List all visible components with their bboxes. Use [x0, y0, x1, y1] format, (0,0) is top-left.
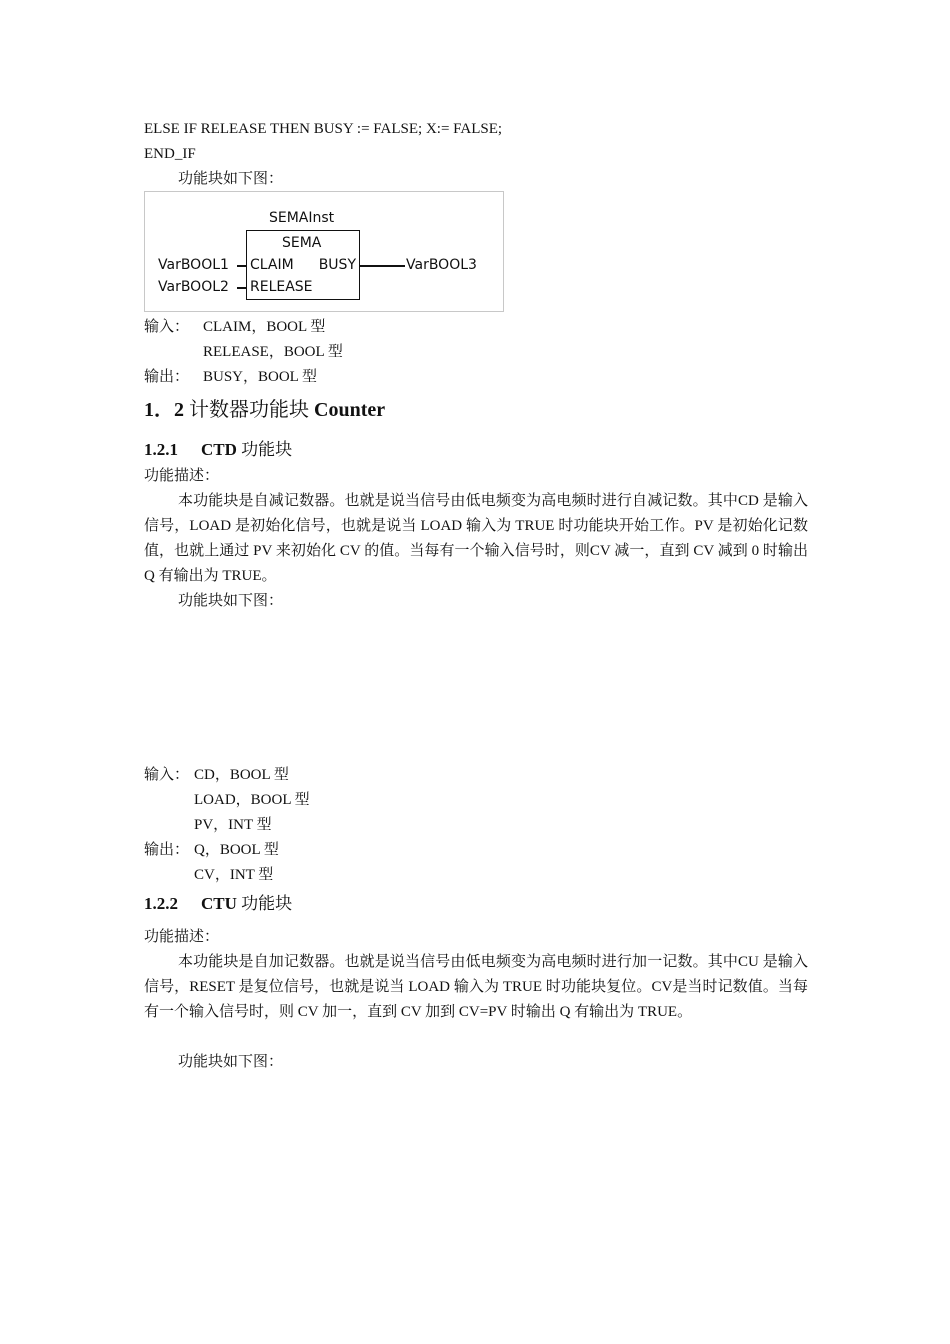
ctu-description: 本功能块是自加记数器。也就是说当信号由低电频变为高电频时进行加一记数。其中CU 是输入信号，RESET 是复位信号，也就是说当 LOAD 输入为 TRUE 时功能块复位。CV是当时记数值。当每有一个输入信号时，则 CV 加一，直到 CV 加到 CV=PV 时输出 Q 有输出为 TRUE。 — [144, 954, 808, 1020]
ctd-desc-label: 功能描述： — [144, 468, 220, 484]
subsection-heading-ctd — [144, 437, 292, 463]
sema-var-input1: VarBOOL1 — [158, 257, 229, 273]
subsection-heading-ctu — [144, 891, 292, 917]
ctu-figure-caption: 功能块如下图： — [178, 1054, 284, 1070]
ctd-output-q: Q，BOOL 型 — [194, 842, 279, 858]
sema-instance-name: SEMAInst — [269, 210, 335, 226]
ctd-outputs-label: 输出： — [144, 842, 190, 858]
sema-input-release: RELEASE，BOOL 型 — [203, 344, 343, 360]
ctu-desc-label: 功能描述： — [144, 929, 220, 945]
sema-var-input2: VarBOOL2 — [158, 279, 229, 295]
sema-output-busy: BUSY，BOOL 型 — [203, 369, 318, 385]
ctd-input-cd: CD，BOOL 型 — [194, 767, 289, 783]
ctd-number: 1.2.1 — [144, 440, 178, 459]
sema-function-block-diagram — [144, 191, 504, 312]
sema-pin-release: RELEASE — [250, 279, 313, 295]
sema-figure-caption: 功能块如下图： — [178, 171, 284, 187]
sema-wire-output — [360, 265, 405, 267]
ctd-inputs-label: 输入： — [144, 767, 190, 783]
ctd-title-cn: 功能块 — [241, 440, 293, 459]
sema-wire-input2 — [237, 287, 246, 289]
ctd-title-en: CTD — [201, 440, 237, 459]
sema-outputs-label: 输出： — [144, 369, 190, 385]
sema-pin-busy: BUSY — [318, 257, 356, 273]
section-title-cn: 计数器功能块 — [189, 399, 309, 421]
sema-inputs-label: 输入： — [144, 319, 190, 335]
ctd-input-load: LOAD，BOOL 型 — [194, 792, 310, 808]
ctu-title-cn: 功能块 — [241, 894, 293, 913]
sema-block — [246, 230, 360, 300]
code-line-end-if: END_IF — [144, 146, 196, 162]
ctd-description: 本功能块是自减记数器。也就是说当信号由低电频变为高电频时进行自减记数。其中CD 是输入信号，LOAD 是初始化信号，也就是说当 LOAD 输入为 TRUE 时功能块开始工作。PV 是初始化记数值，也就上通过 PV 来初始化 CV 的值。当每有一个输入信号时，则CV 减一，直到 CV 减到 0 时输出 Q 有输出为 TRUE。 — [144, 493, 808, 584]
section-heading-counter — [144, 396, 385, 424]
sema-var-output: VarBOOL3 — [406, 257, 477, 273]
section-number: 1．2 — [144, 399, 184, 421]
ctu-number: 1.2.2 — [144, 894, 178, 913]
sema-pin-claim: CLAIM — [250, 257, 294, 273]
sema-block-name: SEMA — [282, 235, 322, 251]
sema-wire-input1 — [237, 265, 246, 267]
ctu-title-en: CTU — [201, 894, 237, 913]
sema-input-claim: CLAIM，BOOL 型 — [203, 319, 326, 335]
section-title-en: Counter — [314, 399, 386, 421]
code-line-else-if: ELSE IF RELEASE THEN BUSY := FALSE; X:= FALSE; — [144, 121, 503, 137]
ctd-input-pv: PV，INT 型 — [194, 817, 272, 833]
ctd-output-cv: CV，INT 型 — [194, 867, 274, 883]
ctd-figure-caption: 功能块如下图： — [178, 593, 284, 609]
